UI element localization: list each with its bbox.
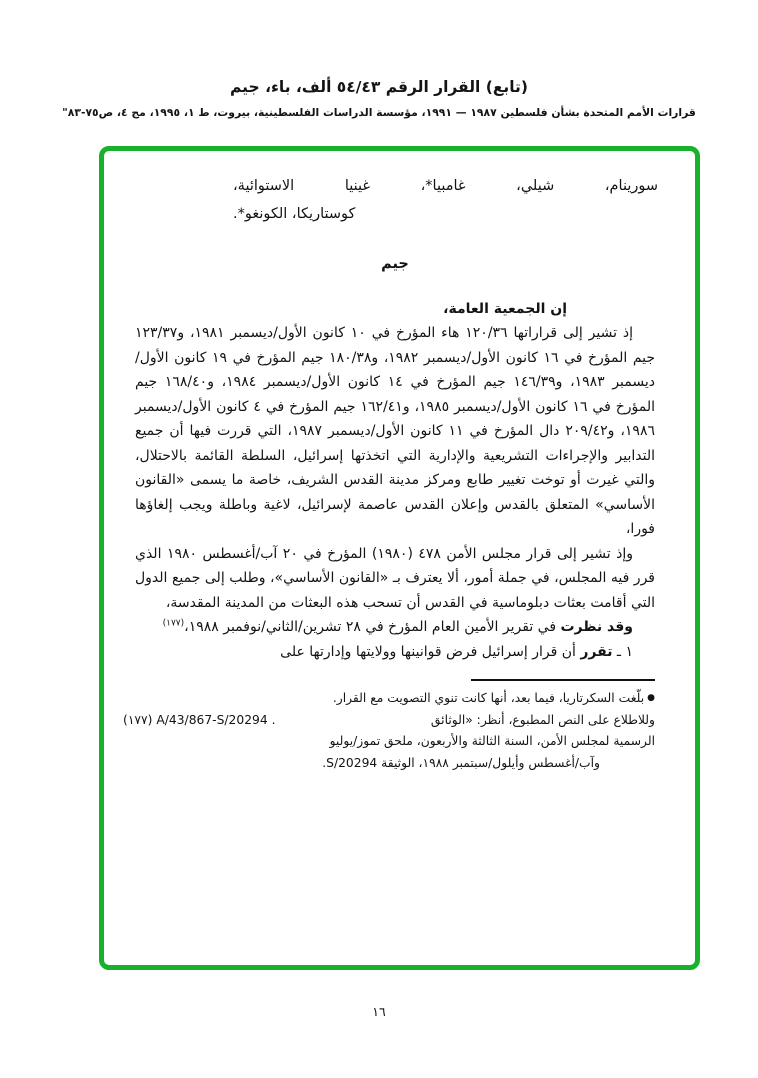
footnote-ref-text: وللاطلاع على النص المطبوع، أنظر: «الوثائق bbox=[430, 712, 655, 727]
paragraph-text: تقرر bbox=[580, 643, 613, 660]
resolution-paragraph bbox=[135, 640, 655, 665]
paragraph-text: وقد نظرت bbox=[560, 619, 633, 635]
paragraph-text: وإذ تشير إلى قرار مجلس الأمن ٤٧٨ (١٩٨٠) المؤرخ في ٢٠ آب/أغسطس ١٩٨٠ الذي قرر فيه المجلس، في جملة أمور، ألا يعترف بـ «القانون الأساسي»، وطلب إلى جميع الدول التي أقامت بعثات دبلوماسية في القدس أن تسحب هذه البعثات من المدينة المقدسة، bbox=[135, 545, 655, 611]
footnote-reference-mark: (١٧٧) bbox=[162, 618, 185, 629]
resolution-paragraph bbox=[135, 321, 655, 542]
footnotes bbox=[123, 688, 655, 774]
country-list-line: كوستاريكا، الكونغو*. bbox=[233, 205, 356, 222]
country-list-continued bbox=[233, 173, 658, 228]
section-label: جيم bbox=[381, 256, 409, 272]
footnote-bullet-marker: ● bbox=[647, 693, 655, 703]
footnote-separator bbox=[471, 679, 655, 681]
paragraph-text: في تقرير الأمين العام المؤرخ في ٢٨ تشرين/الثاني/نوفمبر ١٩٨٨، bbox=[184, 619, 561, 635]
footnote-star bbox=[135, 688, 655, 710]
footnote-ref-symbol: (١٧٧) A/43/867-S/20294 . bbox=[123, 712, 276, 727]
resolution-frame bbox=[99, 146, 700, 970]
resolution-content bbox=[104, 151, 695, 774]
source-citation: قرارات الأمم المتحدة بشأن فلسطين ١٩٨٧ — ١٩٩١، مؤسسة الدراسات الفلسطينية، بيروت، ط ١، ١٩٩٥، مج ٤، ص٧٥-٨٣" bbox=[62, 106, 696, 119]
resolution-paragraph bbox=[135, 542, 655, 616]
footnote-ref-line2: الرسمية لمجلس الأمن، السنة الثالثة والأربعون، ملحق تموز/يوليو bbox=[329, 734, 655, 748]
footnote-star-text: بلّغت السكرتاريا، فيما بعد، أنها كانت تنوي التصويت مع القرار. bbox=[332, 691, 645, 705]
footnote-ref-line3: وآب/أغسطس وأيلول/سبتمبر ١٩٨٨، الوثيقة S/20294. bbox=[322, 755, 600, 770]
paragraph-text: إذ تشير إلى قراراتها ١٢٠/٣٦ هاء المؤرخ في ١٠ كانون الأول/ديسمبر ١٩٨١، و١٢٣/٣٧ جيم المؤرخ في ١٦ كانون الأول/ديسمبر ١٩٨٢، و١٨٠/٣٨ جيم المؤرخ في ١٩ كانون الأول/ديسمبر ١٩٨٣، و١٤٦/٣٩ جيم المؤرخ في ١٤ كانون الأول/ديسمبر ١٩٨٤، و١٦٨/٤٠ جيم المؤرخ في ١٦ كانون الأول/ديسمبر ١٩٨٥، و١٦٢/٤١ جيم المؤرخ في ٤ كانون الأول/ديسمبر ١٩٨٦، و٢٠٩/٤٢ دال المؤرخ في ١١ كانون الأول/ديسمبر ١٩٨٧، التي قررت فيها أن جميع التدابير والإجراءات التشريعية والإدارية التي اتخذتها إسرائيل، السلطة القائمة بالاحتلال، والتي غيرت أو توخت تغيير طابع ومركز مدينة القدس الشريف، خاصة ما يسمى «القانون الأساسي» المتعلق بالقدس وإعلان القدس عاصمة لإسرائيل، لاغية وباطلة ويجب إلغاؤها فورا، bbox=[135, 325, 656, 537]
footnote-ref-line1 bbox=[123, 710, 655, 732]
paragraph-text: ١ ـ bbox=[612, 643, 633, 660]
page-number: ١٦ bbox=[372, 1004, 386, 1019]
resolution-paragraph bbox=[135, 615, 655, 640]
document-title: (تابع) القرار الرقم ٥٤/٤٣ ألف، باء، جيم bbox=[230, 78, 528, 96]
country-list-line: سورينام، شيلي، غامبيا*، غينيا الاستوائية، bbox=[233, 178, 658, 194]
paragraph-text: أن قرار إسرائيل فرض قوانينها وولايتها وإدارتها على bbox=[280, 643, 581, 660]
paragraphs bbox=[135, 321, 655, 664]
preamble-heading: إن الجمعية العامة، bbox=[443, 300, 567, 317]
